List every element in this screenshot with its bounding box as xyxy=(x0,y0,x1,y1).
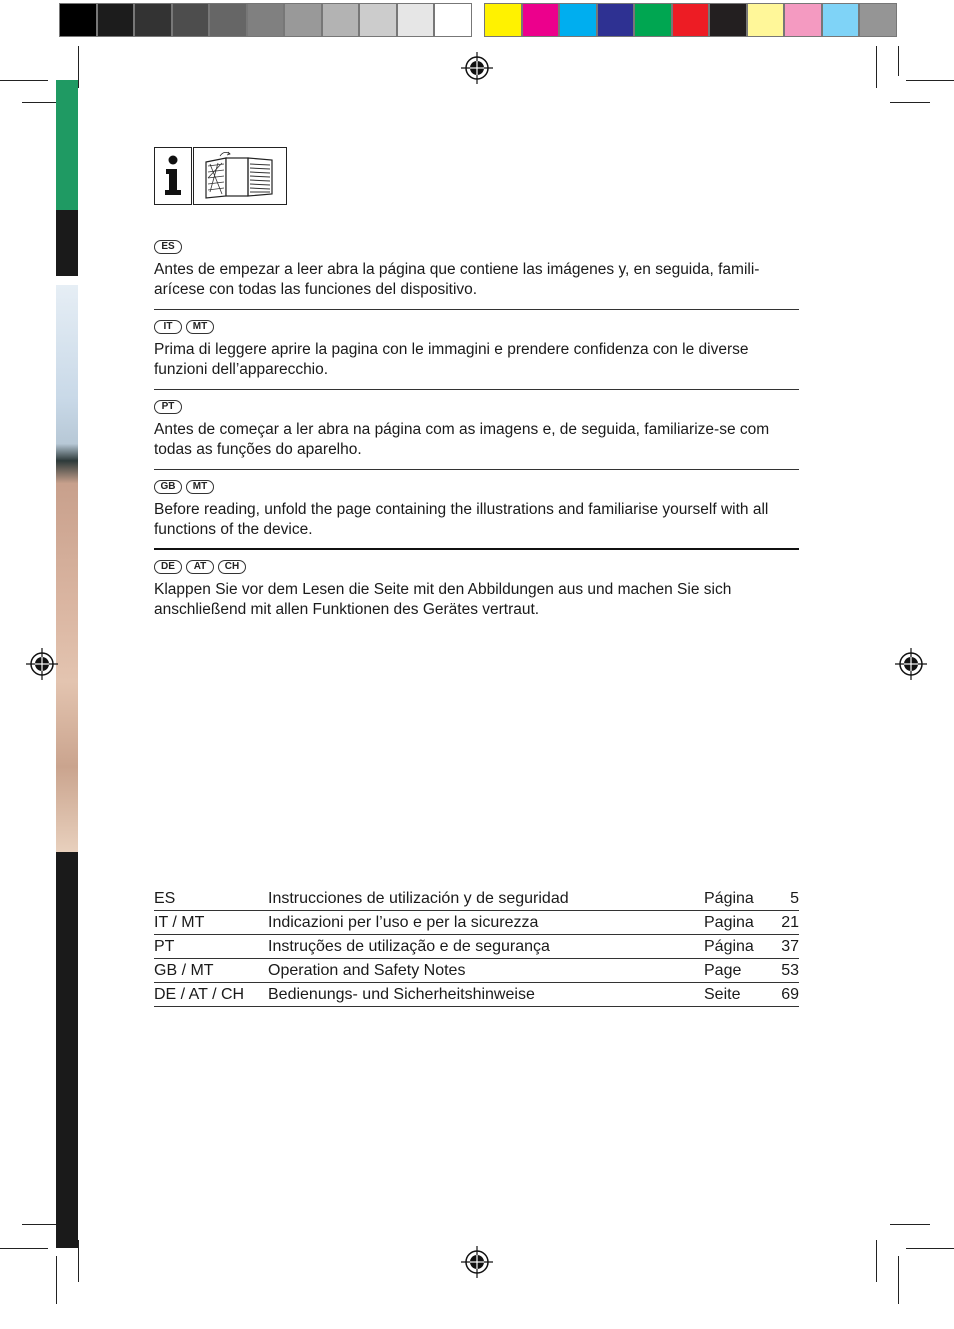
toc-page-label: Page xyxy=(704,962,742,979)
gray-swatch xyxy=(172,3,210,37)
table-row xyxy=(154,959,799,983)
language-badge: MT xyxy=(186,480,214,494)
gray-swatch xyxy=(209,3,247,37)
crop-mark xyxy=(56,1256,57,1304)
process-color-swatch xyxy=(522,3,560,37)
crop-mark xyxy=(890,1224,930,1225)
toc-language-code: PT xyxy=(154,938,175,955)
gray-swatch xyxy=(359,3,397,37)
language-badge: GB xyxy=(154,480,182,494)
toc-title: Bedienungs- und Sicherheitshinweise xyxy=(268,986,535,1003)
language-section-gb-mt xyxy=(154,480,799,540)
toc-title: Instruções de utilização e de segurança xyxy=(268,938,550,955)
toc-page-label: Página xyxy=(704,938,754,955)
toc-page-number: 53 xyxy=(781,962,799,979)
language-badge: ES xyxy=(154,240,182,254)
toc-language-code: GB / MT xyxy=(154,962,214,979)
crop-mark xyxy=(898,46,899,76)
gray-swatch xyxy=(97,3,135,37)
registration-mark-icon xyxy=(461,1246,493,1278)
info-icon-box xyxy=(154,147,192,205)
process-color-swatch xyxy=(484,3,522,37)
language-badge: DE xyxy=(154,560,182,574)
section-divider xyxy=(154,548,799,550)
crop-mark xyxy=(78,1240,79,1282)
gray-swatch xyxy=(59,3,97,37)
process-color-swatch xyxy=(747,3,785,37)
section-text: Klappen Sie vor dem Lesen die Seite mit den Abbildungen aus und machen Sie sich anschließend mit allen Funktionen des Gerätes vertraut. xyxy=(154,581,732,618)
table-row xyxy=(154,935,799,959)
toc-page-number: 5 xyxy=(790,890,799,907)
toc-language-code: IT / MT xyxy=(154,914,205,931)
spine-photo-strip xyxy=(56,285,78,852)
crop-mark xyxy=(876,1240,877,1282)
crop-mark xyxy=(876,46,877,88)
toc-language-code: DE / AT / CH xyxy=(154,986,245,1003)
contents-table xyxy=(154,887,799,1007)
crop-mark xyxy=(898,1256,899,1304)
language-badge: CH xyxy=(218,560,246,574)
process-color-swatch xyxy=(634,3,672,37)
info-icon xyxy=(155,148,191,204)
spine-black-band xyxy=(56,210,78,276)
process-color-swatch xyxy=(859,3,897,37)
spine-green-band xyxy=(56,80,78,210)
language-section-es xyxy=(154,240,799,300)
gray-swatch xyxy=(247,3,285,37)
section-text: Before reading, unfold the page containing the illustrations and familiarise yourself with all functions of the device. xyxy=(154,501,769,538)
language-section-pt xyxy=(154,400,799,460)
foldout-page-icon-box xyxy=(193,147,287,205)
registration-mark-icon xyxy=(461,52,493,84)
gray-swatch xyxy=(134,3,172,37)
gray-swatch xyxy=(284,3,322,37)
toc-page-number: 37 xyxy=(781,938,799,955)
toc-page-number: 69 xyxy=(781,986,799,1003)
toc-language-code: ES xyxy=(154,890,176,907)
toc-title: Indicazioni per l’uso e per la sicurezza xyxy=(268,914,539,931)
section-divider xyxy=(154,469,799,470)
language-badge: IT xyxy=(154,320,182,334)
toc-page-number: 21 xyxy=(781,914,799,931)
toc-page-label: Página xyxy=(704,890,754,907)
process-color-swatch xyxy=(559,3,597,37)
gray-swatch xyxy=(434,3,472,37)
language-badge: PT xyxy=(154,400,182,414)
language-section-it-mt xyxy=(154,320,799,380)
table-row xyxy=(154,983,799,1007)
toc-page-label: Seite xyxy=(704,986,741,1003)
toc-page-label: Pagina xyxy=(704,914,754,931)
crop-mark xyxy=(78,46,79,88)
process-color-swatch xyxy=(784,3,822,37)
process-color-swatch xyxy=(672,3,710,37)
registration-mark-icon xyxy=(26,648,58,680)
language-section-de-at-ch xyxy=(154,560,799,620)
gray-swatch xyxy=(322,3,360,37)
spine-black-band xyxy=(56,852,78,1248)
crop-mark xyxy=(0,80,48,81)
process-color-swatch xyxy=(822,3,860,37)
table-row xyxy=(154,887,799,911)
foldout-page-icon xyxy=(194,148,286,204)
language-badge: AT xyxy=(186,560,214,574)
section-divider xyxy=(154,309,799,310)
crop-mark xyxy=(890,102,930,103)
section-divider xyxy=(154,389,799,390)
crop-mark xyxy=(906,80,954,81)
table-row xyxy=(154,911,799,935)
toc-title: Instrucciones de utilización y de seguridad xyxy=(268,890,569,907)
section-text: Antes de empezar a leer abra la página que contiene las imágenes y, en seguida, famili-arícese con todas las funciones del dispositivo. xyxy=(154,261,760,298)
gray-swatch xyxy=(397,3,435,37)
color-control-bar xyxy=(56,0,898,40)
toc-title: Operation and Safety Notes xyxy=(268,962,466,979)
crop-mark xyxy=(0,1248,48,1249)
process-color-swatch xyxy=(597,3,635,37)
language-badge: MT xyxy=(186,320,214,334)
process-color-swatch xyxy=(709,3,747,37)
section-text: Prima di leggere aprire la pagina con le immagini e prendere confidenza con le diverse funzioni dell’apparecchio. xyxy=(154,341,749,378)
section-text: Antes de começar a ler abra na página com as imagens e, de seguida, familiarize-se com todas as funções do aparelho. xyxy=(154,421,770,458)
crop-mark xyxy=(906,1248,954,1249)
registration-mark-icon xyxy=(895,648,927,680)
